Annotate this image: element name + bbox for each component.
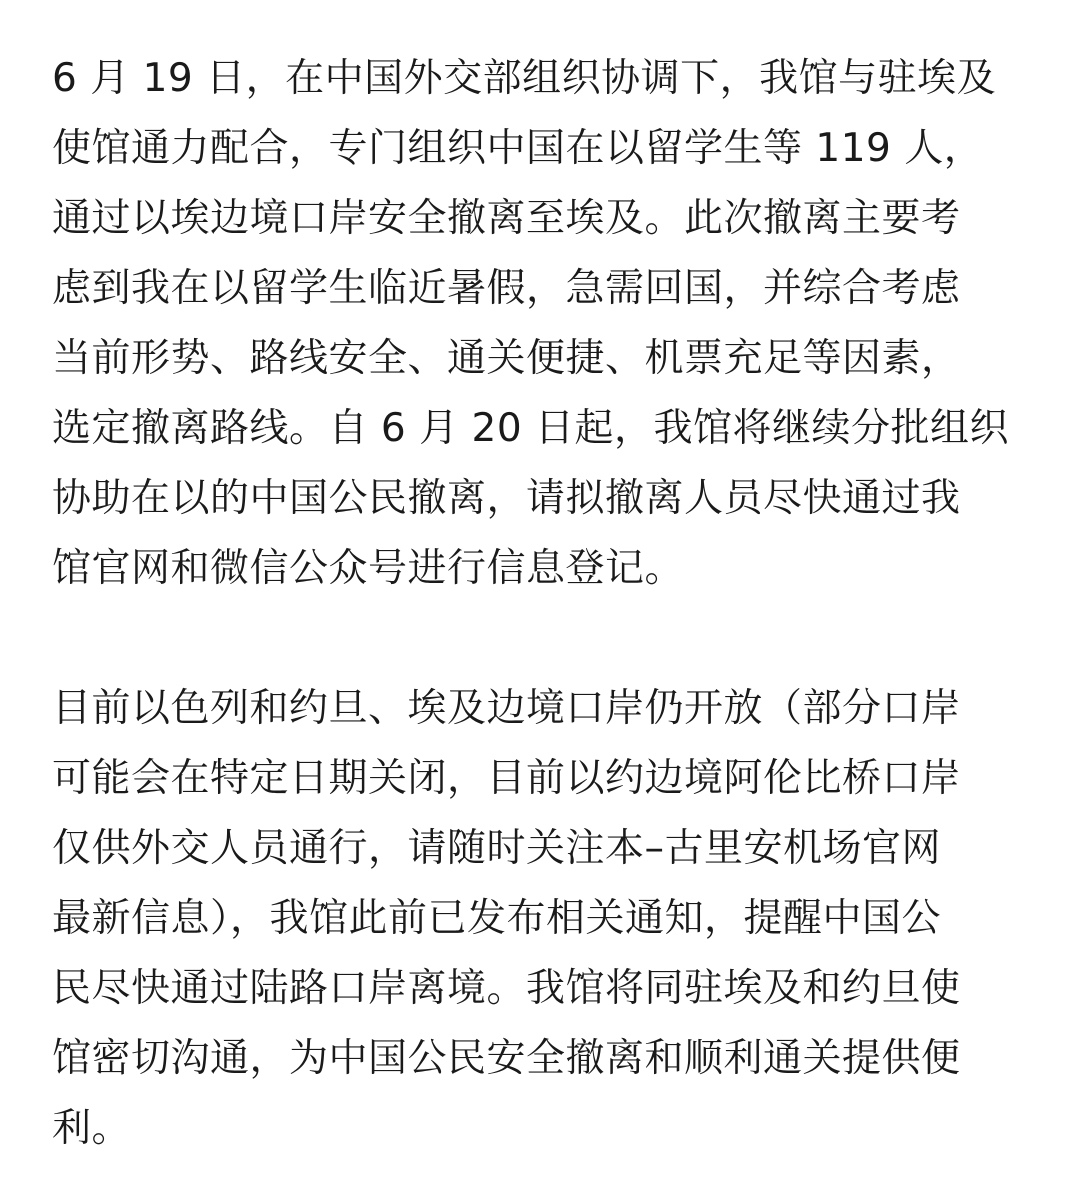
article-body — [52, 44, 1062, 1164]
text-line: 利。 — [52, 1106, 132, 1151]
text-line: 馆官网和微信公众号进行信息登记。 — [52, 546, 685, 591]
text-line: 虑到我在以留学生临近暑假，急需回国，并综合考虑 — [52, 266, 961, 311]
text-line: 可能会在特定日期关闭，目前以约边境阿伦比桥口岸 — [52, 756, 961, 801]
paragraph-spacer — [52, 604, 1062, 674]
text-line: 选定撤离路线。自 6 月 20 日起，我馆将继续分批组织 — [52, 406, 1010, 451]
text-line: 馆密切沟通，为中国公民安全撤离和顺利通关提供便 — [52, 1036, 961, 1081]
text-line: 通过以埃边境口岸安全撤离至埃及。此次撤离主要考 — [52, 196, 961, 241]
text-line: 协助在以的中国公民撤离，请拟撤离人员尽快通过我 — [52, 476, 961, 521]
paragraph-evacuation-first-batch — [52, 44, 1062, 604]
text-line: 目前以色列和约旦、埃及边境口岸仍开放（部分口岸 — [52, 686, 961, 731]
text-line: 6 月 19 日，在中国外交部组织协调下，我馆与驻埃及 — [52, 56, 997, 101]
paragraph-border-crossings — [52, 674, 1062, 1164]
text-line: 仅供外交人员通行，请随时关注本–古里安机场官网 — [52, 826, 942, 871]
text-line: 使馆通力配合，专门组织中国在以留学生等 119 人， — [52, 126, 984, 171]
text-line: 最新信息），我馆此前已发布相关通知，提醒中国公 — [52, 896, 942, 941]
text-line: 当前形势、路线安全、通关便捷、机票充足等因素， — [52, 336, 961, 381]
text-line: 民尽快通过陆路口岸离境。我馆将同驻埃及和约旦使 — [52, 966, 961, 1011]
